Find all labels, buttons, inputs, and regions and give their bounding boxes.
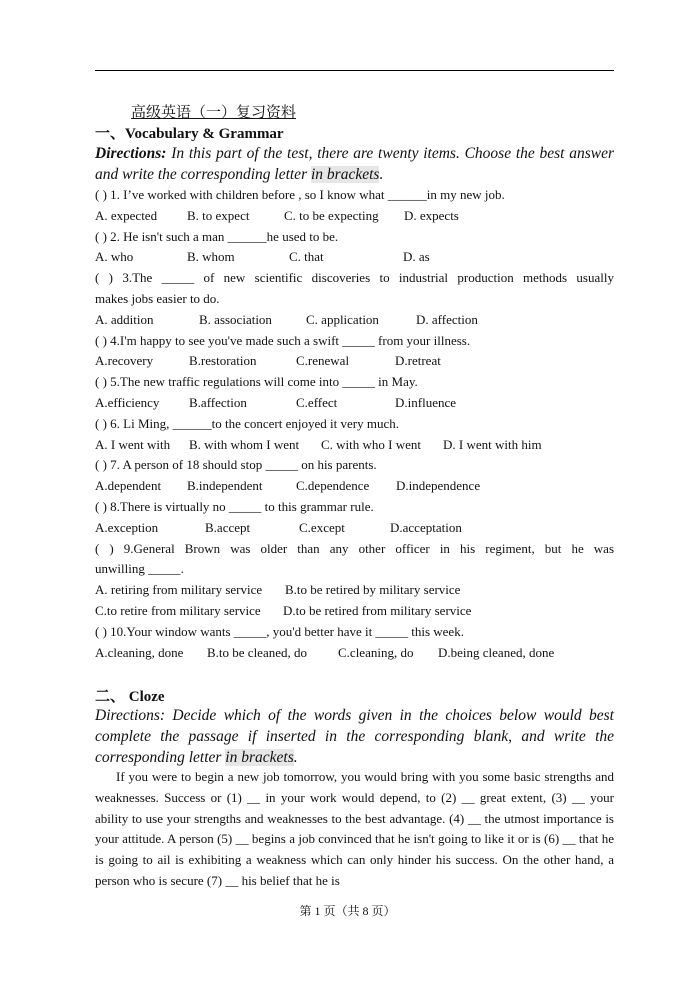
option: C.dependence: [296, 478, 370, 493]
option: D. I went with him: [443, 437, 542, 452]
question-1: ( ) 1. I’ve worked with children before , so I know what ______in my new job.: [95, 187, 505, 202]
option: C.to retire from military service: [95, 603, 261, 618]
header-rule: [95, 70, 614, 71]
options-9b: [95, 603, 614, 619]
option: D.to be retired from military service: [283, 603, 472, 618]
directions-label: Directions:: [95, 145, 167, 162]
option: C.cleaning, do: [338, 645, 414, 660]
option: D. affection: [416, 312, 478, 327]
option: C.except: [299, 520, 345, 535]
page-footer: 第 1 页（共 8 页）: [299, 904, 396, 918]
option: A.dependent: [95, 478, 162, 493]
option: A. retiring from military service: [95, 582, 263, 597]
options-6: [95, 437, 614, 453]
option: C. application: [306, 312, 379, 327]
option: A.recovery: [95, 353, 154, 368]
section1-heading: 一、Vocabulary & Grammar: [95, 126, 284, 142]
option: B.affection: [189, 395, 247, 410]
option: D. as: [403, 249, 430, 264]
directions-end: .: [293, 749, 298, 766]
option: B. to expect: [187, 208, 250, 223]
options-8: [95, 520, 614, 536]
options-9: [95, 582, 614, 598]
directions-text: Directions: Decide which of the words given in the choices below would best complete the passage if inserted in the corresponding blank, and write the corresponding letter: [95, 707, 614, 766]
question-5: ( ) 5.The new traffic regulations will come into _____ in May.: [95, 374, 418, 389]
option: B.independent: [187, 478, 263, 493]
option: A. expected: [95, 208, 158, 223]
option: C. with who I went: [321, 437, 422, 452]
question-8: ( ) 8.There is virtually no _____ to this grammar rule.: [95, 499, 374, 514]
option: C. to be expecting: [284, 208, 379, 223]
section2-heading: 二、 Cloze: [95, 689, 165, 705]
option: D.being cleaned, done: [438, 645, 555, 660]
options-3: [95, 312, 614, 328]
option: A. who: [95, 249, 134, 264]
option: D.acceptation: [390, 520, 462, 535]
option: A. I went with: [95, 437, 171, 452]
options-10: [95, 645, 614, 661]
question-3: ( ) 3.The _____ of new scientific discoveries to industrial production methods usually: [95, 270, 614, 285]
option: C.renewal: [296, 353, 350, 368]
option: A.exception: [95, 520, 159, 535]
options-7: [95, 478, 614, 494]
section2-directions: [95, 705, 614, 768]
option: B.accept: [205, 520, 251, 535]
question-4: ( ) 4.I'm happy to see you've made such a swift _____ from your illness.: [95, 333, 471, 348]
option: C.effect: [296, 395, 338, 410]
option: B. with whom I went: [189, 437, 300, 452]
option: B.to be cleaned, do: [207, 645, 307, 660]
question-6: ( ) 6. Li Ming, ______to the concert enjoyed it very much.: [95, 416, 399, 431]
option: B.restoration: [189, 353, 257, 368]
options-2: [95, 249, 614, 265]
option: B.to be retired by military service: [285, 582, 461, 597]
cloze-passage: If you were to begin a new job tomorrow, you would bring with you some basic strengths and weaknesses. Success or (1) __ in your work would depend, to (2) __ great extent, (3) __ your ability to use your strengths and weaknesses to the best advantage. (4) __ the utmost importance is your attitude. A person (5) __ begins a job convinced that he isn't going to like it or is (6) __ that he is going to ail is exhibiting a weakness which can only hinder his success. On the other hand, a person who is secure (7) __ his belief that he is: [95, 769, 614, 888]
section1-directions: [95, 143, 614, 185]
directions-text: In this part of the test, there are twenty items. Choose the best answer and write the corresponding letter: [95, 145, 614, 183]
options-5: [95, 395, 614, 411]
option: A.efficiency: [95, 395, 160, 410]
directions-end: .: [379, 166, 384, 183]
question-2: ( ) 2. He isn't such a man ______he used to be.: [95, 229, 339, 244]
question-7: ( ) 7. A person of 18 should stop _____ on his parents.: [95, 457, 377, 472]
option: A. addition: [95, 312, 154, 327]
document-title: 高级英语（一）复习资料: [131, 105, 297, 121]
question-9-cont: unwilling _____.: [95, 561, 184, 576]
question-9: ( ) 9.General Brown was older than any other officer in his regiment, but he was: [95, 541, 614, 556]
question-10: ( ) 10.Your window wants _____, you'd better have it _____ this week.: [95, 624, 464, 639]
option: B. association: [199, 312, 272, 327]
directions-highlight: in brackets: [310, 166, 380, 183]
options-4: [95, 353, 614, 369]
option: D.influence: [395, 395, 457, 410]
option: B. whom: [187, 249, 235, 264]
directions-highlight: in brackets: [225, 749, 294, 766]
option: D.retreat: [395, 353, 441, 368]
option: D. expects: [404, 208, 459, 223]
option: D.independence: [396, 478, 481, 493]
option: C. that: [289, 249, 324, 264]
question-3-cont: makes jobs easier to do.: [95, 291, 220, 306]
options-1: [95, 208, 614, 224]
option: A.cleaning, done: [95, 645, 184, 660]
